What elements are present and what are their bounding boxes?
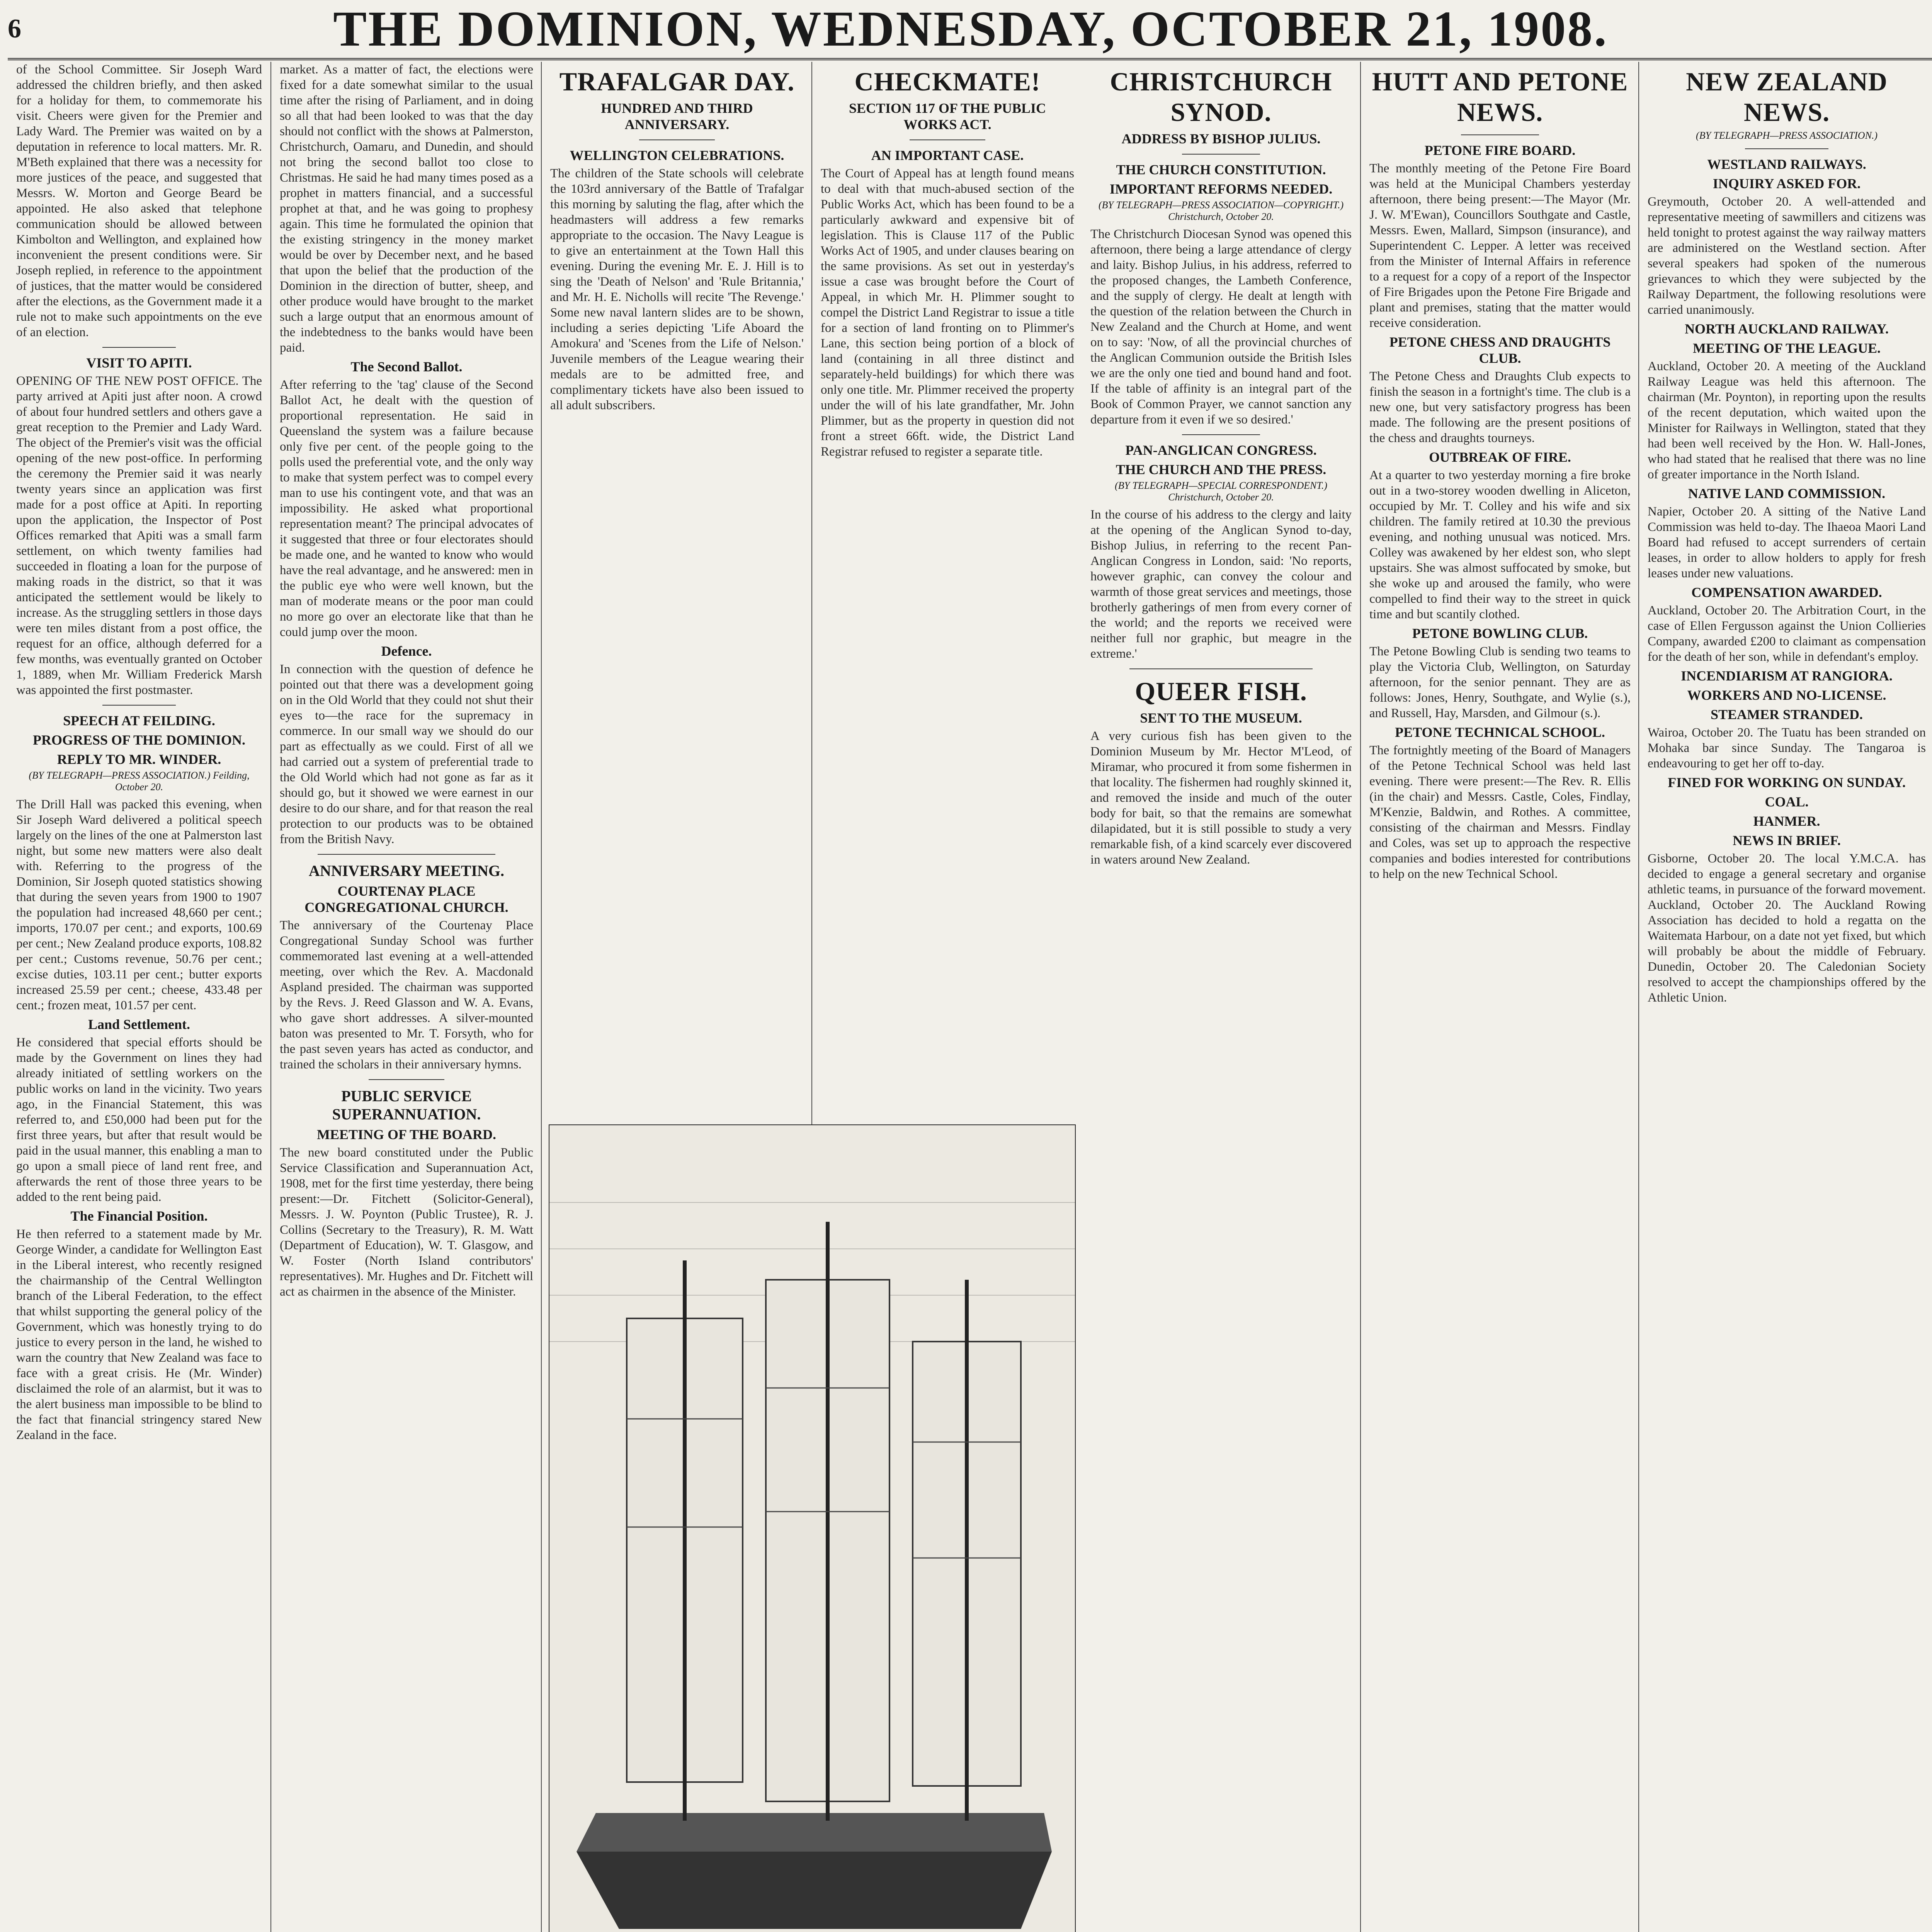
article-text: Auckland, October 20. A meeting of the Auckland Railway League was held this afternoon. The chairman (Mr. Poynton), in reporting upon the results of the recent deputation, which waited upon the Minister for Railways in Wellington, stated that they had been well received by the Hon. W. Hall-Jones, who had stated that he realised that there was no line of greater importance in the North Island. (1648, 359, 1929, 481)
article-headline: QUEER FISH. (1135, 677, 1307, 706)
article-text: At a quarter to two yesterday morning a fire broke out in a two-storey wooden dwelling in Aliceton, occupied by Mr. T. Colley and his wife and six children. The family retired at 10.30 the previous evening, and nothing unusual was noticed. Mrs. Colley was awakened by her eldest son, who slept upstairs. She was almost suffocated by smoke, but she woke up and aroused the family, who were compelled to find their way to the street in quick time and but scantily clothed. (1369, 468, 1634, 621)
section-heading: PETONE CHESS AND DRAUGHTS CLUB. (1389, 334, 1611, 366)
section-heading: NATIVE LAND COMMISSION. (1688, 486, 1886, 501)
section-heading: MEETING OF THE LEAGUE. (1692, 340, 1881, 356)
byline: (BY TELEGRAPH—PRESS ASSOCIATION.) Feilding, October 20. (29, 770, 250, 793)
section-heading: IMPORTANT REFORMS NEEDED. (1109, 181, 1333, 197)
section-heading: PETONE BOWLING CLUB. (1412, 626, 1588, 641)
ship-illustration (549, 1124, 1076, 1932)
column-2 (270, 62, 542, 1932)
article-subheadline: SECTION 117 OF THE PUBLIC WORKS ACT. (849, 100, 1046, 132)
section-heading: NORTH AUCKLAND RAILWAY. (1685, 321, 1889, 337)
section-heading: COURTENAY PLACE CONGREGATIONAL CHURCH. (304, 883, 509, 915)
byline: (BY TELEGRAPH—PRESS ASSOCIATION.) (1696, 130, 1878, 141)
article-text: The Court of Appeal has at length found means to deal with that much-abused section of the Public Works Act, which has been found to be a particularly awkward and expensive bit of legislation. This is Clause 117 of the Public Works Act of 1905, and under clauses bearing on the same provisions. As set out in yesterday's issue a case was brought before the Court of Appeal, in which Mr. H. Plimmer sought to compel the District Land Registrar to issue a title for a section of land fronting on to Plimmer's Lane, this section being portion of a block of land (containing in all three distinct and separately-held buildings) for which there was only one title. Mr. Plimmer received the property under the will of his late grandfather, Mr. John Plimmer, but as the property in question did not front a street 66ft. wide, the District Land Registrar refused to register a separate title. (821, 167, 1078, 459)
article-subheadline: SENT TO THE MUSEUM. (1140, 710, 1302, 726)
article-headline: CHRISTCHURCH SYNOD. (1110, 67, 1332, 127)
page-number: 6 (8, 14, 21, 44)
section-heading: FINED FOR WORKING ON SUNDAY. (1668, 775, 1906, 790)
section-heading: PETONE TECHNICAL SCHOOL. (1395, 724, 1605, 740)
article-text: The Petone Chess and Draughts Club expects to finish the season in a fortnight's time. The club is a new one, but very satisfactory progress has been made. The following are the present positions of the chess and draughts tourneys. (1369, 369, 1634, 445)
article-text: Wairoa, October 20. The Tuatu has been stranded on Mohaka bar since Sunday. The Tangaroa is endeavouring to get her off to-day. (1648, 726, 1929, 770)
section-heading: COAL. (1765, 794, 1809, 810)
section-heading: REPLY TO MR. WINDER. (57, 752, 221, 767)
column-7 (1638, 62, 1932, 1932)
article-text: After referring to the 'tag' clause of the Second Ballot Act, he dealt with the question of proportional representation. He said in Queensland the system was a failure because only five per cent. of the people going to the polls used the preferential vote, and the only way to make that system perfect was to compel every man to use his contingent vote, and that was an impossibility. He asked what proportional representation meant? The principal advocates of it suggested that three or four electorates should be made one, and he wanted to know who would have the real advantage, and he answered: men in the public eye who were well known, but the man of moderate means or the poor man could no more go over an electorate like that than he could jump over the moon. (280, 378, 537, 639)
subheading: Land Settlement. (88, 1017, 190, 1032)
column-5 (1082, 62, 1360, 1932)
masthead (8, 0, 1932, 60)
article-headline: CHECKMATE! (854, 67, 1041, 96)
section-heading: THE CHURCH CONSTITUTION. (1116, 162, 1326, 177)
section-heading: VISIT TO APITI. (86, 355, 192, 371)
section-heading: COMPENSATION AWARDED. (1691, 585, 1882, 600)
ship-engraving (549, 1125, 1075, 1932)
article-headline: TRAFALGAR DAY. (559, 67, 795, 96)
section-heading: WELLINGTON CELEBRATIONS. (570, 148, 784, 163)
section-heading: STEAMER STRANDED. (1710, 707, 1863, 722)
article-text: A very curious fish has been given to the Dominion Museum by Mr. Hector M'Leod, of Miramar, who procured it from some fishermen in that locality. The fishermen had roughly skinned it, and removed the inside and much of the outer body for bait, so that the remains are somewhat dilapidated, but it is still possible to study a very remarkable fish, of a kind scarcely ever discovered in waters around New Zealand. (1090, 729, 1355, 867)
byline: (BY TELEGRAPH—PRESS ASSOCIATION—COPYRIGHT.) Christchurch, October 20. (1098, 199, 1344, 222)
subheading: The Financial Position. (70, 1208, 208, 1224)
section-heading: WESTLAND RAILWAYS. (1707, 156, 1866, 172)
article-text: The new board constituted under the Public Service Classification and Superannuation Act, 1908, met for the first time yesterday, there being present:—Dr. Fitchett (Solicitor-General), Messrs. J. W. Poynton (Public Trustee), R. J. Collins (Secretary to the Treasury), R. M. Watt (Department of Education), W. T. Glasgow, and W. Foster (North Island contributors' representatives). Mr. Hughes and Dr. Fitchett will act as chairmen in the absence of the Minister. (280, 1146, 537, 1299)
article-text: Gisborne, October 20. The local Y.M.C.A. has decided to engage a general secretary and organise athletic teams, in pursuance of the forward movement. Auckland, October 20. The Auckland Rowing Association has decided to hold a regatta on the Waitemata Harbour, on a date not yet fixed, but which will probably be about the middle of February. Dunedin, October 20. The Caledonian Society resolved to accept the championships offered by the Athletic Union. (1648, 852, 1929, 1005)
article-subheadline: ADDRESS BY BISHOP JULIUS. (1121, 131, 1321, 146)
column-6 (1360, 62, 1639, 1932)
article-text: The Christchurch Diocesan Synod was opened this afternoon, there being a large attendance of clergy and laity. Bishop Julius, in his address, referred to the proposed changes, the Lambeth Conference, and the supply of clergy. He dealt at length with the question of the relation between the Church in New Zealand and the Church at Home, and went on to say: 'Now, of all the provincial churches of the Anglican Communion outside the British Isles we are the only one tied and bound hand and foot. If the table of affinity is an integral part of the Book of Common Prayer, we cannot sanction any departure from it even if we so desired.' (1090, 227, 1355, 427)
article-headline: HUTT AND PETONE NEWS. (1372, 67, 1628, 127)
section-heading: NEWS IN BRIEF. (1733, 833, 1841, 848)
section-heading: PAN-ANGLICAN CONGRESS. (1125, 442, 1317, 458)
section-heading: PETONE FIRE BOARD. (1424, 143, 1576, 158)
subheading: The Second Ballot. (350, 359, 463, 374)
section-heading: ANNIVERSARY MEETING. (308, 862, 505, 879)
article-subheadline: HUNDRED AND THIRD ANNIVERSARY. (601, 100, 753, 132)
section-heading: INCENDIARISM AT RANGIORA. (1681, 668, 1893, 684)
article-headline: NEW ZEALAND NEWS. (1686, 67, 1888, 127)
section-heading: WORKERS AND NO-LICENSE. (1687, 687, 1886, 703)
article-text: The monthly meeting of the Petone Fire Board was held at the Municipal Chambers yesterday afternoon, there being present:—The Mayor (Mr. J. W. M'Ewan), Councillors Southgate and Castle, Messrs. Ewen, Mallard, Simpson (insurance), and Superintendent C. Lepper. A letter was received from the Minister of Internal Affairs in reference to a request for a copy of a report of the Inspector of Fire Brigades upon the Petone Fire Brigade and plant and premises, stating that the matter would receive consideration. (1369, 162, 1634, 330)
article-text: The Drill Hall was packed this evening, when Sir Joseph Ward delivered a political speech largely on the lines of the one at Palmerston last night, but some new matters were also dealt with. Referring to the progress of the Dominion, Sir Joseph quoted statistics showing that during the seven years from 1900 to 1907 the population had increased 48,660 per cent.; imports, 170.07 per cent.; and exports, 100.69 per cent.; New Zealand produce exports, 108.82 per cent.; Customs revenue, 50.76 per cent.; excise duties, 103.11 per cent.; butter exports increased 25.59 per cent.; cheese, 433.48 per cent.; frozen meat, 101.57 per cent. (16, 798, 265, 1012)
article-text: market. As a matter of fact, the elections were fixed for a date somewhat similar to the usual time after the rising of Parliament, and in doing so all that had been looked to was that the day should not conflict with the shows at Palmerston, Christchurch, Oamaru, and Dunedin, and should not bring the second ballot too close to Christmas. He said he had many times posed as a prophet in matters financial, and a successful prophet at that, and he was going to prophesy again. This time he formulated the opinion that the existing stringency in the money market would be over by December next, and he based that upon the belief that the production of the Dominion in the direction of butter, sheep, and other produce would have brought to the market such a large output that an enormous amount of the indebtedness to the banks would have been paid. (280, 63, 537, 355)
article-text: Auckland, October 20. The Arbitration Court, in the case of Ellen Fergusson against the Union Collieries Company, awarded £200 to claimant as compensation for the death of her son, while in defendant's employ. (1648, 604, 1929, 664)
section-heading: PUBLIC SERVICE SUPERANNUATION. (332, 1087, 481, 1123)
subheading: MEETING OF THE BOARD. (316, 1127, 497, 1142)
article-text: Napier, October 20. A sitting of the Native Land Commission was held to-day. The Ihaeoa Maori Land Board had refused to accept surrenders of certain leases, in order to allow holders to apply for fresh leases under new valuations. (1648, 505, 1929, 580)
article-text: OPENING OF THE NEW POST OFFICE. The party arrived at Apiti just after noon. A crowd of about four hundred settlers and others gave a great reception to the Premier and Lady Ward. The object of the Premier's visit was the official opening of the new post-office. In performing the ceremony the Premier said it was nearly twenty years since an application was first made for a post office at Apiti. In reporting upon the application, the Inspector of Post Offices remarked that Apiti was a small farm settlement, on which twenty families had succeeded in floating a loan for the purpose of making roads in the district, so that it was anticipated the settlement would be likely to increase. As the struggling settlers in those days were ten miles distant from a post office, the request for an office, although deferred for a few months, was eventually granted on October 1, 1889, when Mr. William Frederick Marsh was appointed the first postmaster. (16, 374, 265, 697)
article-text: The anniversary of the Courtenay Place Congregational Sunday School was further commemorated last evening at a well-attended meeting, over which the Rev. A. Macdonald Aspland presided. The chairman was supported by the Revs. J. Reed Glasson and W. A. Evans, who gave short addresses. A silver-mounted baton was presented to Mr. T. Forsyth, who for the past seven years has acted as conductor, and trained the scholars in their anniversary hymns. (280, 918, 537, 1071)
newspaper-title: THE DOMINION, WEDNESDAY, OCTOBER 21, 1908. (333, 1, 1608, 57)
section-heading: INQUIRY ASKED FOR. (1713, 176, 1861, 191)
article-text: He considered that special efforts should be made by the Government on lines they had already initiated of settling workers on the public works on land in the vicinity. Two years ago, in the Financial Statement, this was referred to, and £50,000 had been put for the first three years, but after that result would be paid in the usual manner, this enabling a man to go upon a small piece of land rent free, and afterwards the rent of those three years to be added to the rent being paid. (16, 1036, 265, 1204)
columns (8, 62, 1932, 1932)
column-1 (8, 62, 270, 1932)
section-heading: AN IMPORTANT CASE. (871, 148, 1024, 163)
section-heading: THE CHURCH AND THE PRESS. (1116, 462, 1327, 477)
article-text: The children of the State schools will celebrate the 103rd anniversary of the Battle of Trafalgar this morning by saluting the flag, after which the headmasters will address a few remarks appropriate to the occasion. The Navy League is to give an entertainment at the Town Hall this evening. During the evening Mr. E. J. Hill is to sing the 'Death of Nelson' and 'Rule Britannia,' and Mr. H. E. Nicholls will recite 'The Revenge.' Some new naval lantern slides are to be shown, including a series depicting 'Life Aboard the Amokura' and 'Scenes from the Life of Nelson.' Juvenile members of the League wearing their medals are to be admitted free, and complimentary tickets have also been issued to all adult subscribers. (550, 167, 807, 412)
article-text: In the course of his address to the clergy and laity at the opening of the Anglican Synod to-day, Bishop Julius, in referring to the recent Pan-Anglican Congress in London, said: 'No reports, however graphic, can convey the colour and warmth of those great services and meetings, those brotherly gatherings of men from every corner of the world; and the reports we received were neither full nor graphic, but meagre in the extreme.' (1090, 508, 1355, 661)
subheading: Defence. (381, 643, 432, 659)
article-text: He then referred to a statement made by Mr. George Winder, a candidate for Wellington East in the Liberal interest, who recently resigned the chairmanship of the Central Wellington branch of the Liberal Federation, to the effect that whilst supporting the general policy of the Government, which was honestly trying to do justice to every person in the land, he wished to warn the country that New Zealand was face to face with a great crisis. He (Mr. Winder) disclaimed the role of an alarmist, but it was to the alert business man impossible to be blind to the fact that financial stringency stared New Zealand in the face. (16, 1227, 265, 1442)
article-text: In connection with the question of defence he pointed out that there was a development going on in the Old World that they could not shut their eyes to—the race for the supremacy in commerce. In our small way we should do our part as effectually as we could. First of all we had carried out a system of preferential trade to the Old World which had not gone as far as it should go, but it showed we were earnest in our desire to do our share, and for that reason the real protection to our products was to be obtained from the British Navy. (280, 662, 537, 846)
section-heading: SPEECH AT FEILDING. (63, 713, 215, 728)
article-text: of the School Committee. Sir Joseph Ward addressed the children briefly, and then asked for a holiday for them, to commemorate his visit. Cheers were given for the Premier and Lady Ward. The Premier was waited on by a deputation in reference to local matters. Mr. R. M'Beth explained that there was a necessity for more justices of the peace, and suggested that Messrs. W. Morton and George Beard be appointed. He also asked that telephone communication should be allowed between Kimbolton and Wellington, and explained how inconvenient the present conditions were. Sir Joseph replied, in reference to the appointment of justices, that the matter would be considered after the elections, as the Government made it a rule not to make such appointments on the eve of an election. (16, 63, 265, 339)
article-text: The fortnightly meeting of the Board of Managers of the Petone Technical School was held last evening. There were present:—The Rev. R. Ellis (in the chair) and Messrs. Castle, Coles, Findlay, M'Kenzie, Baldwin, and Rothes. A committee, consisting of the chairman and Messrs. Findlay and Coles, was set up to approach the respective companies and bodies interested for contributions to help on the new Technical School. (1369, 743, 1634, 881)
section-heading: HANMER. (1753, 813, 1820, 829)
section-heading: OUTBREAK OF FIRE. (1429, 449, 1571, 465)
section-heading: PROGRESS OF THE DOMINION. (32, 732, 246, 748)
article-text: The Petone Bowling Club is sending two teams to play the Victoria Club, Wellington, on Saturday afternoon, for the senior pennant. They are as follows: Jones, Henry, Southgate, and Wylie (s.), and Russell, Hay, Marsden, and Gilmour (s.). (1369, 645, 1634, 720)
byline: (BY TELEGRAPH—SPECIAL CORRESPONDENT.) Christchurch, October 20. (1114, 480, 1328, 503)
article-text: Greymouth, October 20. A well-attended and representative meeting of sawmillers and citizens was held tonight to protest against the way railway matters are administered on the Westland section. After several speakers had spoken of the numerous grievances to which they were subjected by the Railway Department, the following resolutions were carried unanimously. (1648, 195, 1929, 317)
